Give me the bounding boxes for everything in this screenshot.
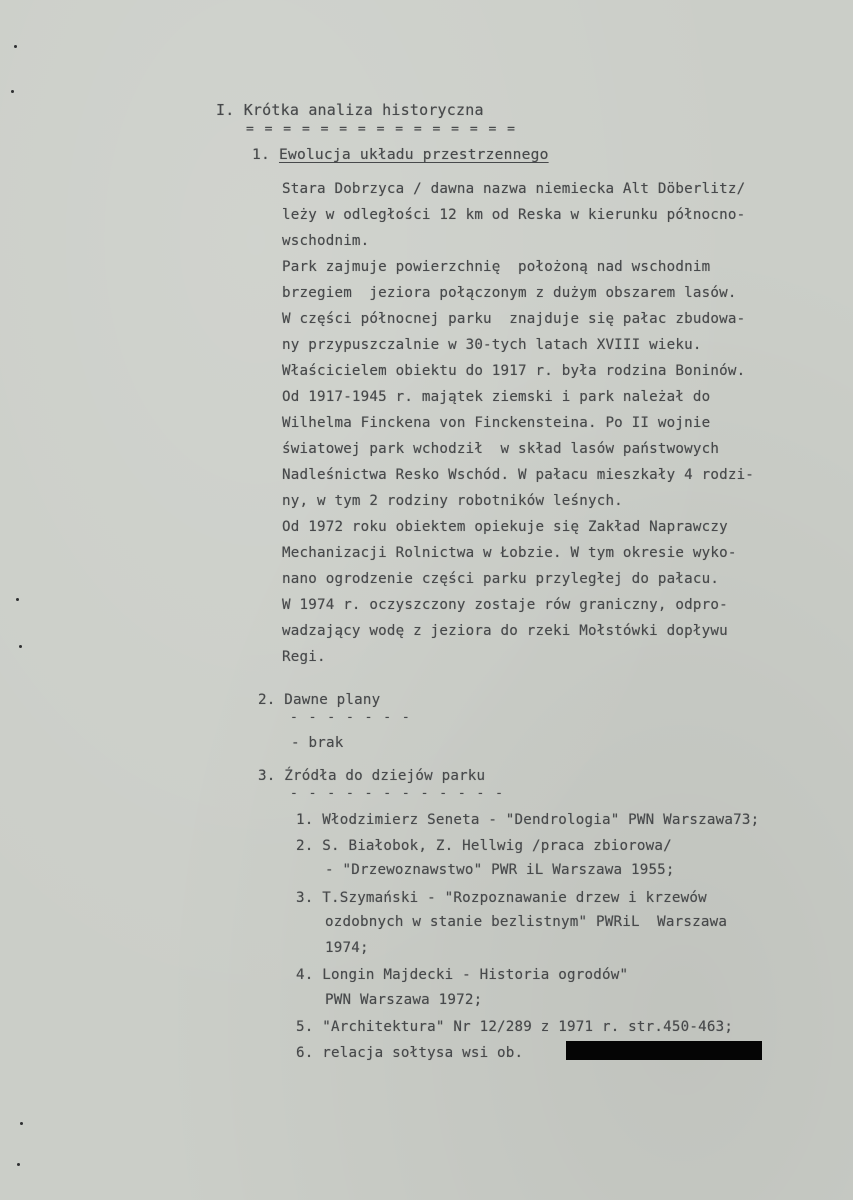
section-heading (216, 101, 484, 119)
section-number: I. (216, 101, 235, 119)
body-line: Właścicielem obiektu do 1917 r. była rodzina Boninów. (282, 363, 746, 379)
body-line: leży w odległości 12 km od Reska w kierunku północno- (282, 207, 746, 223)
body-line: nano ogrodzenie części parku przyległej do pałacu. (282, 571, 720, 587)
body-line: W 1974 r. oczyszczony zostaje rów graniczny, odpro- (282, 597, 728, 613)
body-line: Nadleśnictwa Resko Wschód. W pałacu mieszkały 4 rodzi- (282, 467, 755, 483)
source-item-continuation: - "Drzewoznawstwo" PWR iL Warszawa 1955; (325, 862, 675, 878)
punch-mark (20, 1122, 23, 1125)
body-line: ny przypuszczalnie w 30-tych latach XVIII wieku. (282, 337, 702, 353)
subsection-1-number: 1. (252, 146, 270, 163)
subsection-2-underline: - - - - - - - (290, 710, 412, 725)
subsection-2-title: Dawne plany (284, 692, 381, 708)
body-line: W części północnej parku znajduje się pałac zbudowa- (282, 311, 746, 327)
source-item: 1. Włodzimierz Seneta - "Dendrologia" PWN Warszawa73; (296, 812, 760, 828)
body-line: Mechanizacji Rolnictwa w Łobzie. W tym okresie wyko- (282, 545, 737, 561)
body-line: wadzający wodę z jeziora do rzeki Mołstówki dopływu (282, 623, 728, 639)
source-item: 3. T.Szymański - "Rozpoznawanie drzew i krzewów (296, 890, 707, 906)
body-line: Regi. (282, 649, 326, 665)
body-line: brzegiem jeziora połączonym z dużym obszarem lasów. (282, 285, 737, 301)
source-item: 6. relacja sołtysa wsi ob. (296, 1045, 524, 1061)
body-line: Stara Dobrzyca / dawna nazwa niemiecka Alt Döberlitz/ (282, 181, 746, 197)
body-line: Park zajmuje powierzchnię położoną nad wschodnim (282, 259, 711, 275)
subsection-3-underline: - - - - - - - - - - - - (290, 786, 505, 801)
redaction-bar (566, 1041, 762, 1060)
subsection-3-number: 3. (258, 768, 276, 784)
source-item: 5. "Architektura" Nr 12/289 z 1971 r. str.450-463; (296, 1019, 734, 1035)
body-line: wschodnim. (282, 233, 370, 249)
punch-mark (11, 90, 14, 93)
source-item: 4. Longin Majdecki - Historia ogrodów" (296, 967, 629, 983)
punch-mark (17, 1163, 20, 1166)
heading-underline: = = = = = = = = = = = = = = = (246, 122, 517, 137)
body-line: Wilhelma Finckena von Finckensteina. Po II wojnie (282, 415, 711, 431)
source-item-continuation: 1974; (325, 940, 369, 956)
source-item: 2. S. Białobok, Z. Hellwig /praca zbiorowa/ (296, 838, 672, 854)
punch-mark (16, 598, 19, 601)
body-line: Od 1917-1945 r. majątek ziemski i park należał do (282, 389, 711, 405)
punch-mark (19, 645, 22, 648)
subsection-1-title: Ewolucja układu przestrzennego (278, 146, 549, 163)
source-item-continuation: ozdobnych w stanie bezlistnym" PWRiL Warszawa (325, 914, 728, 930)
body-line: światowej park wchodził w skład lasów państwowych (282, 441, 720, 457)
subsection-3-heading (258, 767, 485, 785)
section-title: Krótka analiza historyczna (243, 101, 484, 119)
subsection-1-heading (252, 146, 549, 164)
body-line: Od 1972 roku obiektem opiekuje się Zakład Naprawczy (282, 519, 728, 535)
subsection-2-heading (258, 691, 380, 709)
subsection-2-number: 2. (258, 692, 276, 708)
source-item-continuation: PWN Warszawa 1972; (325, 992, 483, 1008)
subsection-2-content: - brak (291, 735, 344, 751)
punch-mark (14, 45, 17, 48)
subsection-3-title: Źródła do dziejów parku (284, 768, 486, 784)
body-line: ny, w tym 2 rodziny robotników leśnych. (282, 493, 623, 509)
